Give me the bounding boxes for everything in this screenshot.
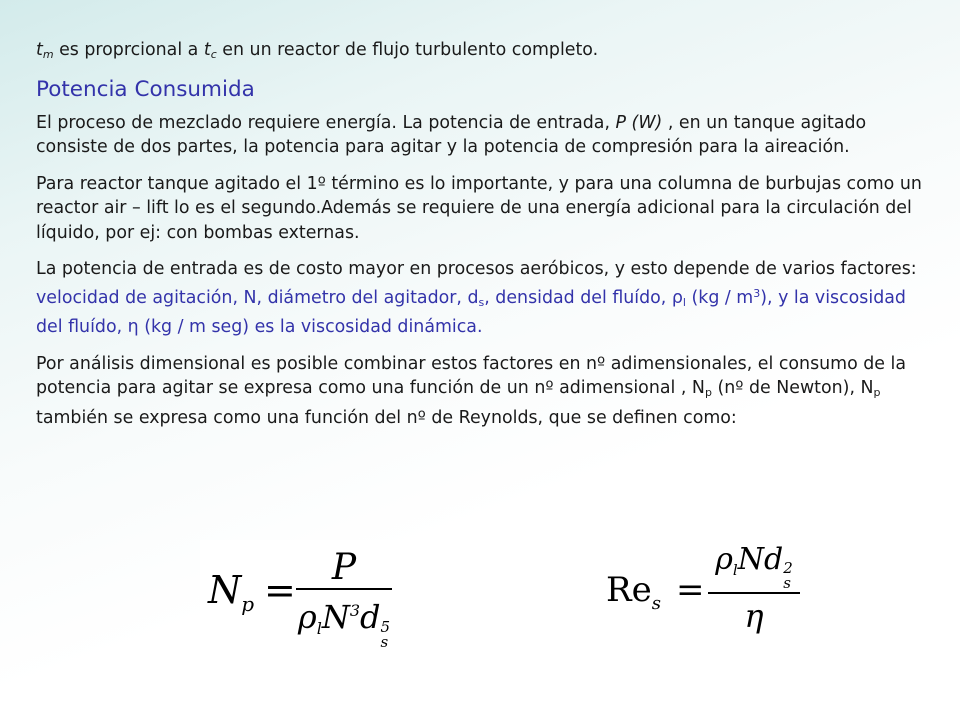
np-den-rho-sub: l [316, 619, 322, 638]
hl-part-2: , densidad del fluído, ρ [484, 287, 683, 308]
hl-sup-3: 3 [753, 286, 761, 300]
np-lhs-n: N [208, 568, 242, 612]
re-lhs-re: Re [606, 570, 652, 610]
np-den-d-sup: 5 [380, 618, 391, 636]
np-equals: = [264, 568, 296, 612]
np-den-n-sup: 3 [349, 601, 361, 620]
np-den-d-sub: s [380, 633, 389, 651]
reynolds-number-formula [592, 526, 804, 638]
hl-part-1: velocidad de agitación, N, diámetro del agitador, d [36, 287, 479, 308]
np-den-rho: ρ [297, 598, 317, 636]
re-numerator [715, 538, 792, 592]
re-denominator: η [744, 597, 764, 635]
hl-sub-l: l [682, 295, 686, 309]
hl-part-4: ), y la viscosidad del fluído, η (kg / m seg) es la viscosidad dinámica. [36, 287, 906, 337]
re-fraction [708, 538, 800, 638]
intro-text-1: es proprcional a [53, 40, 204, 60]
paragraph-3 [36, 257, 928, 340]
tc-symbol: t [203, 40, 211, 60]
power-symbol: P (W) [615, 112, 663, 133]
intro-text-2: en un reactor de flujo turbulento completo. [216, 40, 599, 60]
para3-text-1: La potencia de entrada es de costo mayor en procesos aeróbicos, y esto depende de varios factores: [36, 259, 917, 279]
para1-text-2: , en un tanque agitado consiste de dos partes, la potencia para agitar y la potencia de compresión para la aireación. [36, 112, 867, 157]
slide-content [36, 38, 928, 442]
re-num-d-scripts [783, 561, 793, 591]
re-num-d-sub: s [783, 574, 791, 592]
np-den-d: d [360, 598, 381, 636]
para1-text-1: El proceso de mezclado requiere energía. La potencia de entrada, [36, 112, 616, 133]
np-numerator: P [331, 547, 357, 588]
tm-subscript: m [42, 48, 54, 61]
np-den-n: N [321, 598, 350, 636]
np-denominator [298, 590, 390, 650]
intro-line [36, 38, 928, 68]
re-num-d-sup: 2 [783, 559, 793, 577]
paragraph-4 [36, 352, 928, 431]
tm-symbol: t [36, 40, 43, 60]
re-num-d: d [763, 542, 784, 577]
para4-text-2: (nº de Newton), N [711, 378, 874, 398]
paragraph-2: Para reactor tanque agitado el 1º término es lo importante, y para una columna de burbujas como un reactor air – lift lo es el segundo.Además se requiere de una energía adicional para la circulación del líquido, por ej: con bombas externas. [36, 173, 922, 243]
section-heading: Potencia Consumida [36, 76, 255, 102]
para4-text-3: también se expresa como una función del nº de Reynolds, que se definen como: [36, 407, 737, 428]
re-num-n: N [737, 542, 764, 577]
re-num-rho-sub: l [732, 561, 738, 579]
para4-sub-1: p [704, 386, 712, 399]
np-lhs-sub: p [241, 592, 255, 616]
np-lhs [208, 568, 254, 616]
factors-highlight [36, 288, 906, 338]
hl-part-3: (kg / m [685, 287, 754, 308]
paragraph-1 [36, 111, 928, 160]
re-lhs-sub: s [651, 593, 661, 614]
np-den-d-scripts [381, 620, 391, 650]
re-equals: = [676, 570, 705, 610]
para4-text-1: Por análisis dimensional es posible combinar estos factores en nº adimensionales, el consumo de la potencia para agitar se expresa como una función de un nº adimensional , N [36, 353, 907, 398]
para4-sub-2: p [873, 386, 881, 399]
re-num-rho: ρ [715, 542, 733, 577]
hl-sub-s: s [478, 295, 485, 309]
tc-subscript: c [210, 48, 217, 61]
re-lhs [606, 570, 661, 614]
newton-number-formula [200, 540, 398, 651]
np-fraction [296, 548, 392, 650]
